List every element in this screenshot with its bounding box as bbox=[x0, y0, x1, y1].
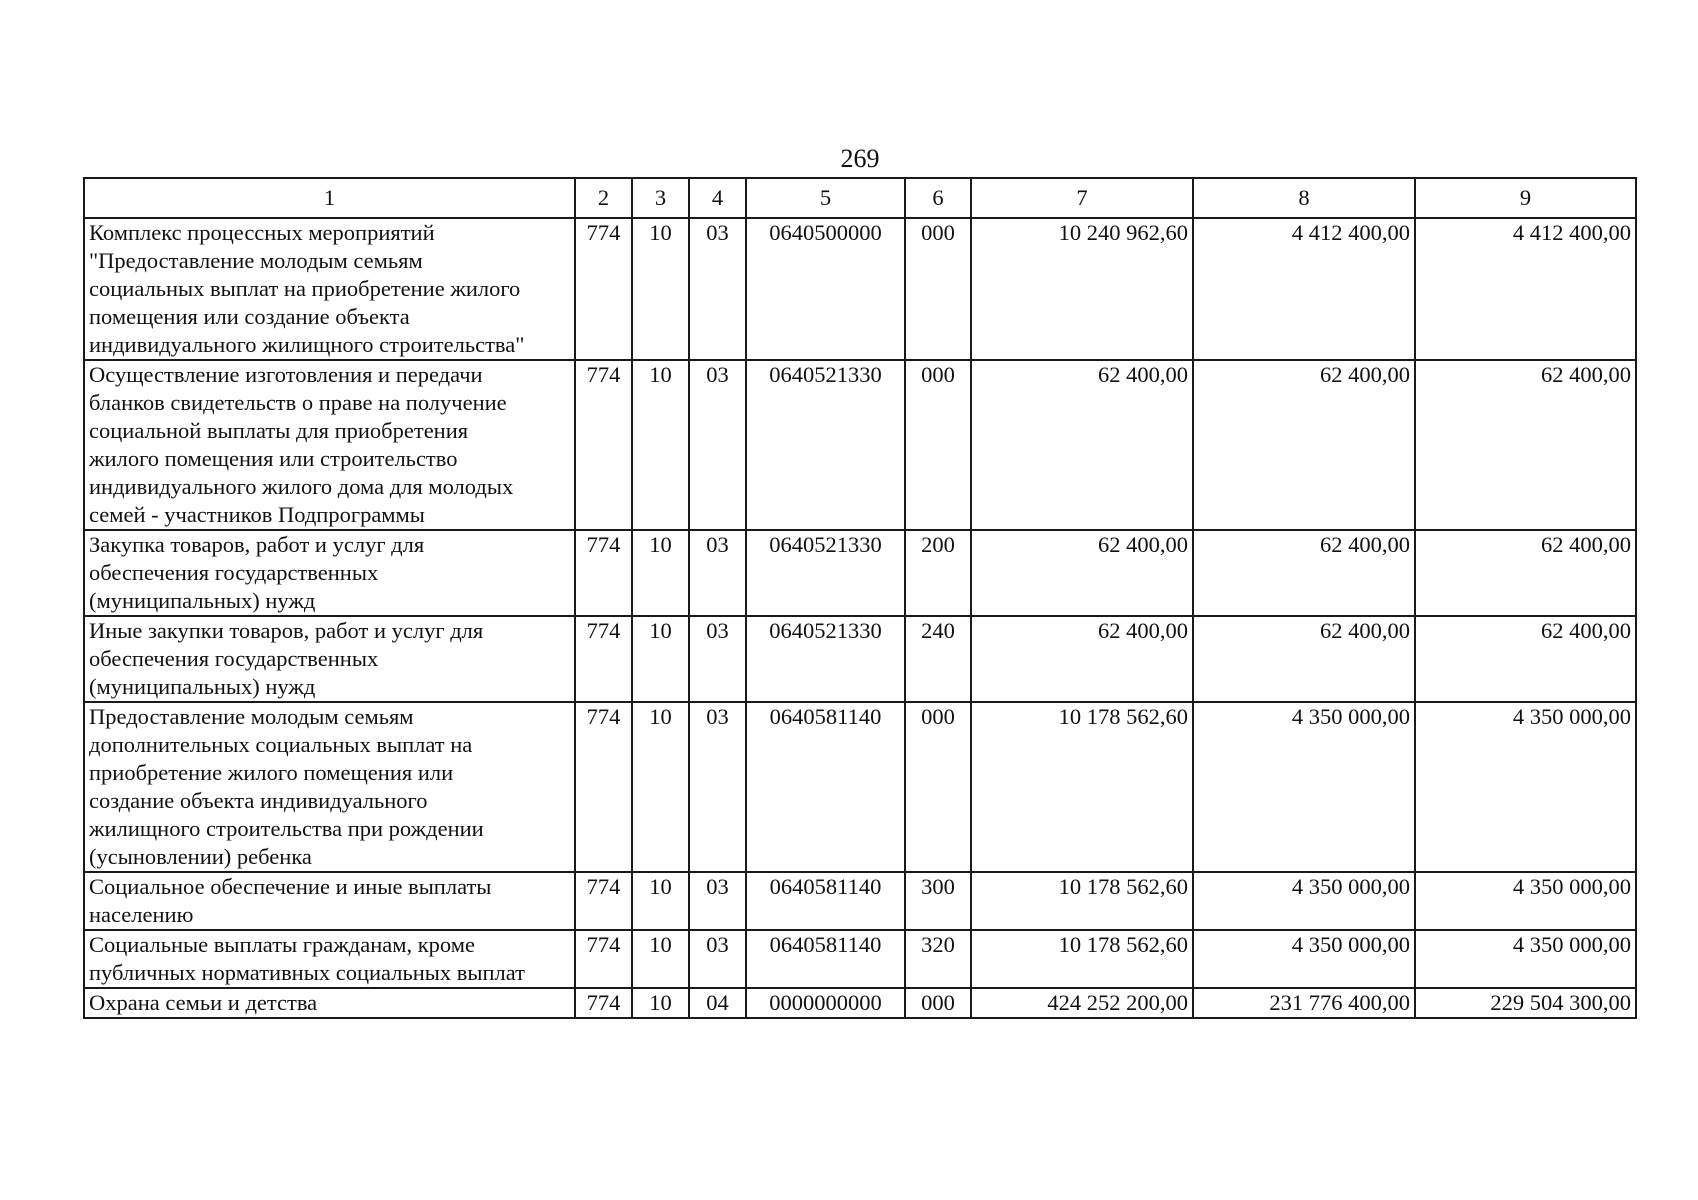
cell-section: 10 bbox=[632, 616, 689, 702]
column-header: 3 bbox=[632, 178, 689, 218]
cell-target-article: 0640581140 bbox=[746, 930, 905, 988]
cell-subsection: 04 bbox=[689, 988, 746, 1018]
column-header: 4 bbox=[689, 178, 746, 218]
cell-subsection: 03 bbox=[689, 872, 746, 930]
table-body bbox=[84, 218, 1636, 1018]
cell-amount-col7: 10 178 562,60 bbox=[971, 930, 1193, 988]
column-header: 9 bbox=[1415, 178, 1636, 218]
cell-target-article: 0640521330 bbox=[746, 530, 905, 616]
cell-amount-col8: 4 350 000,00 bbox=[1193, 872, 1415, 930]
cell-expense-type: 000 bbox=[905, 360, 971, 530]
row-name: Иные закупки товаров, работ и услуг для обеспечения государственных (муниципальных) нужд bbox=[84, 616, 575, 702]
cell-amount-col9: 62 400,00 bbox=[1415, 360, 1636, 530]
column-header: 7 bbox=[971, 178, 1193, 218]
row-name: Осуществление изготовления и передачи бланков свидетельств о праве на получение социальной выплаты для приобретения жилого помещения или строительство индивидуального жилого дома для молодых семей - участников Подпрограммы bbox=[84, 360, 575, 530]
cell-section: 10 bbox=[632, 218, 689, 360]
cell-ministry-code: 774 bbox=[575, 218, 632, 360]
table-row bbox=[84, 988, 1636, 1018]
cell-amount-col7: 62 400,00 bbox=[971, 530, 1193, 616]
cell-ministry-code: 774 bbox=[575, 988, 632, 1018]
row-name: Социальные выплаты гражданам, кроме публичных нормативных социальных выплат bbox=[84, 930, 575, 988]
cell-amount-col9: 4 350 000,00 bbox=[1415, 930, 1636, 988]
cell-amount-col7: 62 400,00 bbox=[971, 360, 1193, 530]
cell-ministry-code: 774 bbox=[575, 360, 632, 530]
cell-ministry-code: 774 bbox=[575, 702, 632, 872]
cell-expense-type: 320 bbox=[905, 930, 971, 988]
cell-target-article: 0640521330 bbox=[746, 360, 905, 530]
cell-amount-col7: 10 178 562,60 bbox=[971, 872, 1193, 930]
page-number: 269 bbox=[840, 144, 880, 173]
table-row bbox=[84, 530, 1636, 616]
budget-table bbox=[83, 177, 1637, 1019]
column-header: 6 bbox=[905, 178, 971, 218]
column-header: 8 bbox=[1193, 178, 1415, 218]
cell-amount-col7: 10 178 562,60 bbox=[971, 702, 1193, 872]
cell-section: 10 bbox=[632, 930, 689, 988]
row-name: Закупка товаров, работ и услуг для обеспечения государственных (муниципальных) нужд bbox=[84, 530, 575, 616]
cell-expense-type: 200 bbox=[905, 530, 971, 616]
cell-subsection: 03 bbox=[689, 616, 746, 702]
row-name: Охрана семьи и детства bbox=[84, 988, 575, 1018]
cell-expense-type: 000 bbox=[905, 988, 971, 1018]
cell-target-article: 0640521330 bbox=[746, 616, 905, 702]
cell-ministry-code: 774 bbox=[575, 530, 632, 616]
cell-amount-col8: 4 412 400,00 bbox=[1193, 218, 1415, 360]
column-header: 2 bbox=[575, 178, 632, 218]
row-name: Предоставление молодым семьям дополнительных социальных выплат на приобретение жилого помещения или создание объекта индивидуального жилищного строительства при рождении (усыновлении) ребенка bbox=[84, 702, 575, 872]
cell-subsection: 03 bbox=[689, 930, 746, 988]
cell-amount-col8: 4 350 000,00 bbox=[1193, 702, 1415, 872]
cell-amount-col9: 62 400,00 bbox=[1415, 530, 1636, 616]
cell-amount-col8: 4 350 000,00 bbox=[1193, 930, 1415, 988]
table-row bbox=[84, 360, 1636, 530]
cell-ministry-code: 774 bbox=[575, 872, 632, 930]
cell-expense-type: 240 bbox=[905, 616, 971, 702]
cell-ministry-code: 774 bbox=[575, 930, 632, 988]
table-row bbox=[84, 872, 1636, 930]
cell-subsection: 03 bbox=[689, 360, 746, 530]
row-name: Комплекс процессных мероприятий "Предоставление молодым семьям социальных выплат на приобретение жилого помещения или создание объекта индивидуального жилищного строительства" bbox=[84, 218, 575, 360]
cell-ministry-code: 774 bbox=[575, 616, 632, 702]
cell-target-article: 0640581140 bbox=[746, 872, 905, 930]
cell-section: 10 bbox=[632, 530, 689, 616]
cell-section: 10 bbox=[632, 702, 689, 872]
cell-amount-col7: 424 252 200,00 bbox=[971, 988, 1193, 1018]
cell-amount-col7: 10 240 962,60 bbox=[971, 218, 1193, 360]
cell-amount-col8: 62 400,00 bbox=[1193, 360, 1415, 530]
cell-section: 10 bbox=[632, 872, 689, 930]
cell-section: 10 bbox=[632, 360, 689, 530]
cell-expense-type: 000 bbox=[905, 218, 971, 360]
table-row bbox=[84, 702, 1636, 872]
cell-amount-col9: 4 412 400,00 bbox=[1415, 218, 1636, 360]
cell-section: 10 bbox=[632, 988, 689, 1018]
table-row bbox=[84, 930, 1636, 988]
cell-amount-col9: 4 350 000,00 bbox=[1415, 872, 1636, 930]
cell-amount-col9: 62 400,00 bbox=[1415, 616, 1636, 702]
row-name: Социальное обеспечение и иные выплаты населению bbox=[84, 872, 575, 930]
cell-target-article: 0640500000 bbox=[746, 218, 905, 360]
cell-amount-col8: 62 400,00 bbox=[1193, 616, 1415, 702]
cell-amount-col7: 62 400,00 bbox=[971, 616, 1193, 702]
table-row bbox=[84, 616, 1636, 702]
cell-expense-type: 000 bbox=[905, 702, 971, 872]
column-header: 1 bbox=[84, 178, 575, 218]
cell-amount-col8: 62 400,00 bbox=[1193, 530, 1415, 616]
cell-target-article: 0640581140 bbox=[746, 702, 905, 872]
cell-subsection: 03 bbox=[689, 702, 746, 872]
table-row bbox=[84, 218, 1636, 360]
cell-amount-col9: 4 350 000,00 bbox=[1415, 702, 1636, 872]
header-row bbox=[84, 178, 1636, 218]
cell-target-article: 0000000000 bbox=[746, 988, 905, 1018]
column-header: 5 bbox=[746, 178, 905, 218]
cell-expense-type: 300 bbox=[905, 872, 971, 930]
cell-amount-col9: 229 504 300,00 bbox=[1415, 988, 1636, 1018]
cell-amount-col8: 231 776 400,00 bbox=[1193, 988, 1415, 1018]
cell-subsection: 03 bbox=[689, 530, 746, 616]
cell-subsection: 03 bbox=[689, 218, 746, 360]
